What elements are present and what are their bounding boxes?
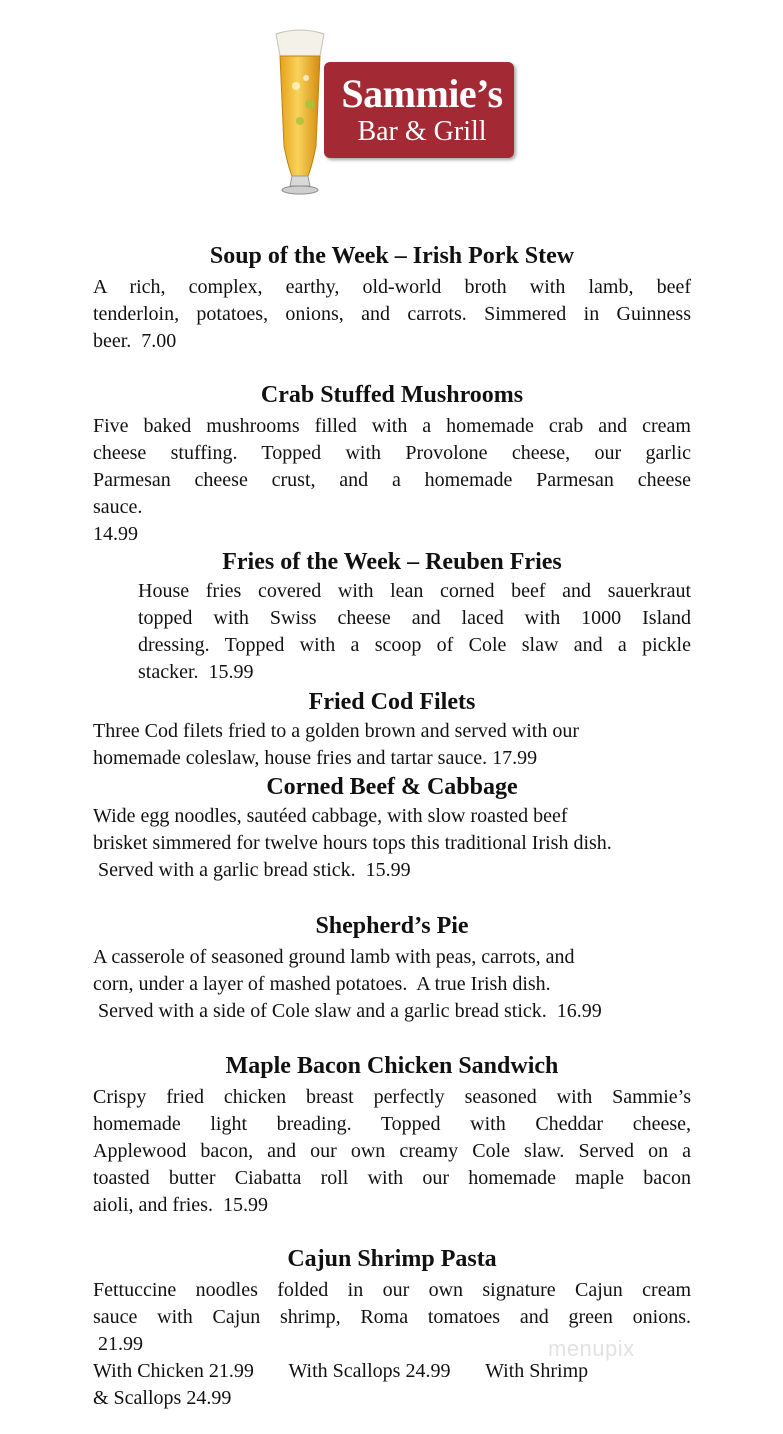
logo-name: Sammie’s xyxy=(341,71,503,116)
description-line: & Scallops 24.99 xyxy=(93,1387,232,1409)
description-line: Wide egg noodles, sautéed cabbage, with slow roasted beef xyxy=(93,805,568,827)
description-line: dressing. Topped with a scoop of Cole slaw and a pickle xyxy=(138,634,691,656)
description-line: Applewood bacon, and our own creamy Cole slaw. Served on a xyxy=(93,1140,691,1162)
description-line: Parmesan cheese crust, and a homemade Parmesan cheese xyxy=(93,469,691,491)
menu-item-title: Maple Bacon Chicken Sandwich xyxy=(225,1053,559,1079)
description-line: aioli, and fries. 15.99 xyxy=(93,1194,268,1216)
menu-item-description xyxy=(93,718,691,772)
menu-item-title: Cajun Shrimp Pasta xyxy=(287,1246,497,1272)
description-line: A rich, complex, earthy, old-world broth with lamb, beef xyxy=(93,276,691,298)
description-line: Five baked mushrooms filled with a homemade crab and cream xyxy=(93,415,691,437)
menu-item-title: Soup of the Week – Irish Pork Stew xyxy=(209,243,575,269)
description-line: tenderloin, potatoes, onions, and carrots. Simmered in Guinness xyxy=(93,303,691,325)
menu-item-title: Fries of the Week – Reuben Fries xyxy=(222,549,562,575)
description-line: corn, under a layer of mashed potatoes. A true Irish dish. xyxy=(93,973,551,995)
description-line: sauce. xyxy=(93,496,143,518)
description-line: Three Cod filets fried to a golden brown and served with our xyxy=(93,720,579,742)
description-line: cheese stuffing. Topped with Provolone cheese, our garlic xyxy=(93,442,691,464)
menu-item-description xyxy=(138,578,691,686)
description-line: homemade light breading. Topped with Cheddar cheese, xyxy=(93,1113,691,1135)
description-line: homemade coleslaw, house fries and tartar sauce. 17.99 xyxy=(93,747,538,769)
description-line: sauce with Cajun shrimp, Roma tomatoes and green onions. xyxy=(93,1306,691,1328)
description-line: Served with a side of Cole slaw and a garlic bread stick. 16.99 xyxy=(93,1000,602,1022)
menu-item-description xyxy=(93,803,691,884)
menu-item-description xyxy=(93,413,691,548)
restaurant-logo xyxy=(268,26,518,198)
description-line: stacker. 15.99 xyxy=(138,661,254,683)
description-line: Served with a garlic bread stick. 15.99 xyxy=(93,859,411,881)
description-line: brisket simmered for twelve hours tops this traditional Irish dish. xyxy=(93,832,612,854)
description-line: toasted butter Ciabatta roll with our homemade maple bacon xyxy=(93,1167,691,1189)
description-line: 21.99 xyxy=(93,1333,143,1355)
description-line: 14.99 xyxy=(93,523,138,545)
menu-item-description xyxy=(93,1084,691,1219)
description-line: House fries covered with lean corned beef and sauerkraut xyxy=(138,580,691,602)
description-line: With Chicken 21.99 With Scallops 24.99 With Shrimp xyxy=(93,1360,589,1382)
menu-item-description xyxy=(93,274,691,355)
menu-item-title: Shepherd’s Pie xyxy=(315,913,469,939)
menu-item-title: Fried Cod Filets xyxy=(308,689,476,715)
description-line: topped with Swiss cheese and laced with 1000 Island xyxy=(138,607,691,629)
menu-item-title: Corned Beef & Cabbage xyxy=(266,774,518,800)
description-line: Crispy fried chicken breast perfectly seasoned with Sammie’s xyxy=(93,1086,691,1108)
menu-item-description xyxy=(93,944,691,1025)
menu-item-title: Crab Stuffed Mushrooms xyxy=(260,382,524,408)
logo-subtitle: Bar & Grill xyxy=(357,116,487,147)
beer-glass-icon xyxy=(272,26,328,196)
description-line: A casserole of seasoned ground lamb with peas, carrots, and xyxy=(93,946,575,968)
description-line: Fettuccine noodles folded in our own signature Cajun cream xyxy=(93,1279,691,1301)
description-line: beer. 7.00 xyxy=(93,330,177,352)
watermark: menupix xyxy=(548,1336,635,1361)
